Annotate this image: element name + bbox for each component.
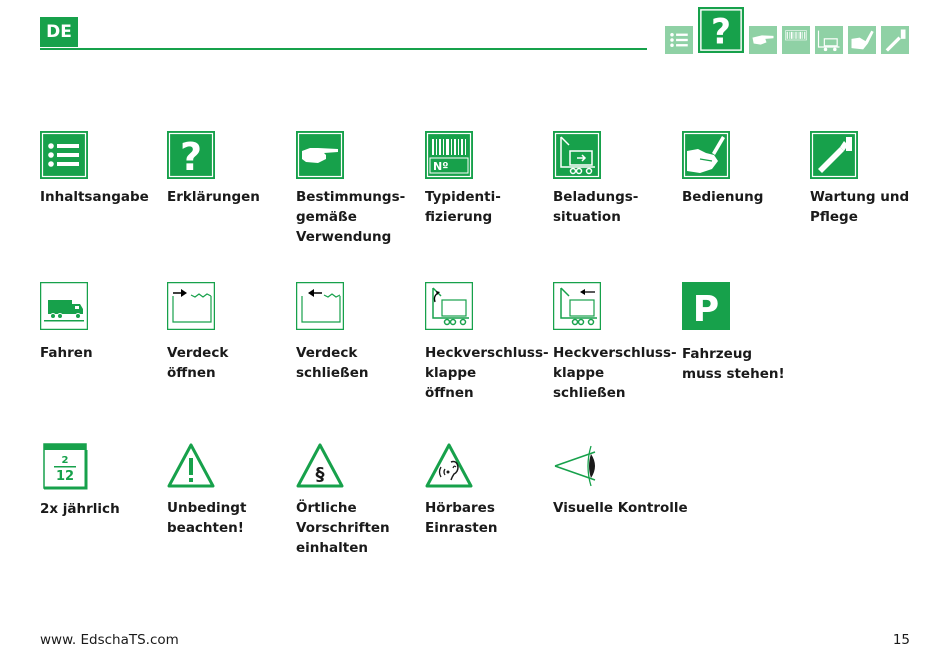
maintenance-label: Wartung und Pflege bbox=[810, 189, 910, 225]
parking-letter: P bbox=[692, 289, 720, 330]
cover-close-icon bbox=[296, 282, 344, 330]
calendar-numerator: 2 bbox=[61, 455, 69, 466]
nav-type-identification-icon[interactable] bbox=[782, 26, 810, 54]
paragraph-glyph: § bbox=[315, 464, 325, 485]
warning-icon bbox=[167, 442, 215, 490]
truck-icon bbox=[40, 282, 88, 330]
nav-maintenance-icon[interactable] bbox=[881, 26, 909, 54]
footer-url[interactable]: www. EdschaTS.com bbox=[40, 632, 179, 648]
visual-check-label: Visuelle Kontrolle bbox=[553, 500, 688, 516]
explanations-label: Erklärungen bbox=[167, 189, 260, 205]
question-glyph: ? bbox=[179, 135, 203, 179]
tailgate-close-label: Heckverschluss- klappe schließen bbox=[553, 345, 677, 401]
wrench-icon bbox=[810, 131, 858, 179]
regulations-label: Örtliche Vorschriften einhalten bbox=[296, 500, 390, 556]
nav-operation-icon[interactable] bbox=[848, 26, 876, 54]
paragraph-icon bbox=[296, 442, 344, 490]
calendar-icon bbox=[40, 442, 88, 490]
page-number: 15 bbox=[892, 632, 910, 648]
nav-toc-icon[interactable] bbox=[665, 26, 693, 54]
eye-icon bbox=[553, 442, 601, 490]
tailgate-open-icon bbox=[425, 282, 473, 330]
cover-open-icon bbox=[167, 282, 215, 330]
audible-click-icon bbox=[425, 442, 473, 490]
list-icon bbox=[40, 131, 88, 179]
intended-use-label: Bestimmungs- gemäße Verwendung bbox=[296, 189, 406, 245]
driving-label: Fahren bbox=[40, 345, 93, 361]
chapter-navigation bbox=[0, 6, 950, 56]
tailgate-open-label: Heckverschluss- klappe öffnen bbox=[425, 345, 549, 401]
language-badge: DE bbox=[40, 17, 78, 47]
tailgate-close-icon bbox=[553, 282, 601, 330]
audible-click-label: Hörbares Einrasten bbox=[425, 500, 498, 536]
loading-icon bbox=[553, 131, 601, 179]
loading-situation-label: Beladungs- situation bbox=[553, 189, 639, 225]
cover-open-label: Verdeck öffnen bbox=[167, 345, 229, 381]
pointing-hand-icon bbox=[296, 131, 344, 179]
nav-intended-use-icon[interactable] bbox=[749, 26, 777, 54]
toc-label: Inhaltsangabe bbox=[40, 189, 149, 205]
nav-explanations-icon[interactable] bbox=[698, 7, 744, 53]
attention-label: Unbedingt beachten! bbox=[167, 500, 247, 536]
barcode-number-glyph: Nº bbox=[433, 160, 449, 173]
nav-question-glyph: ? bbox=[710, 12, 732, 53]
parking-icon bbox=[682, 282, 730, 330]
cover-close-label: Verdeck schließen bbox=[296, 345, 369, 381]
question-icon bbox=[167, 131, 215, 179]
calendar-denominator: 12 bbox=[55, 469, 75, 484]
twice-yearly-label: 2x jährlich bbox=[40, 501, 120, 517]
nav-loading-icon[interactable] bbox=[815, 26, 843, 54]
hand-pen-icon bbox=[682, 131, 730, 179]
barcode-icon bbox=[425, 131, 473, 179]
type-identification-label: Typidenti- fizierung bbox=[425, 189, 501, 225]
vehicle-stationary-label: Fahrzeug muss stehen! bbox=[682, 346, 785, 382]
operation-label: Bedienung bbox=[682, 189, 764, 205]
